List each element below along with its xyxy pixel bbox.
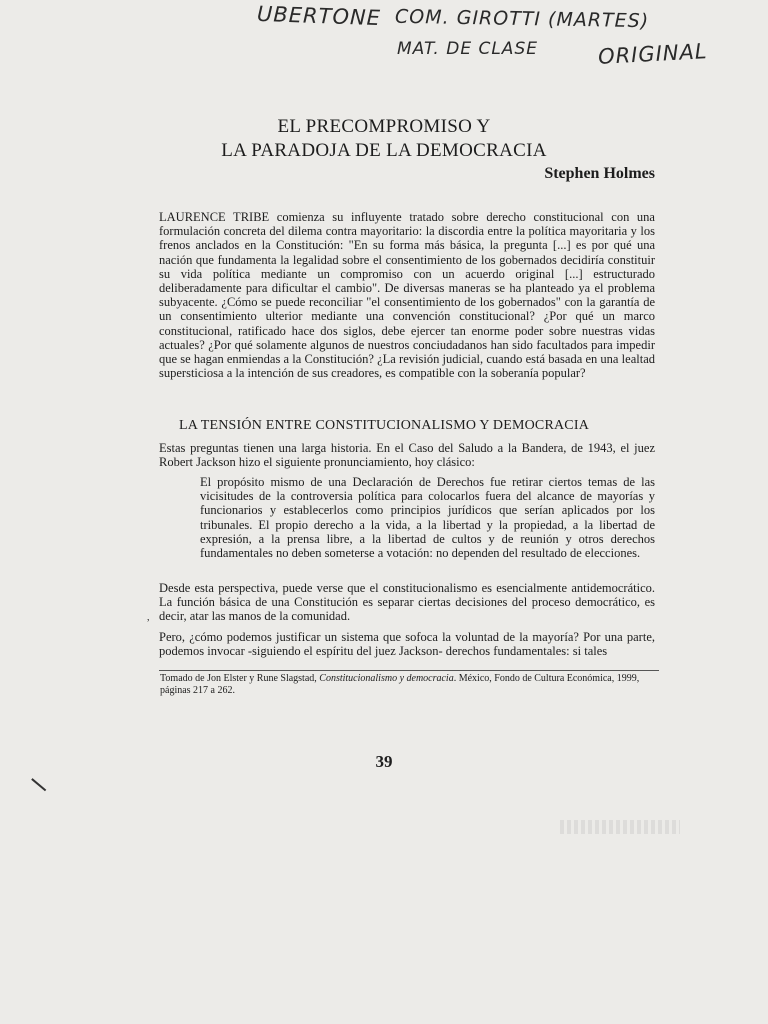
footnote-divider bbox=[159, 670, 659, 671]
paragraph-4: Pero, ¿cómo podemos justificar un sistema que sofoca la voluntad de la mayoría? Por una parte, podemos invocar -siguiendo el espíritu del juez Jackson- derechos fundamentales: si tales bbox=[159, 630, 655, 659]
handwritten-note-material: MAT. DE CLASE bbox=[397, 39, 538, 59]
footnote-prefix: Tomado de Jon Elster y Rune Slagstad, bbox=[160, 673, 320, 684]
handwritten-note-original: ORIGINAL bbox=[597, 39, 709, 69]
handwritten-note-name: UBERTONE bbox=[256, 1, 382, 31]
footnote-book-title: Constitucionalismo y democracia bbox=[319, 673, 454, 684]
intro-paragraph: LAURENCE TRIBE comienza su influyente tratado sobre derecho constitucional con una formulación concreta del dilema contra mayoritario: la discordia entre la política mayoritaria y los frenos anclados en la Constitución: "En su forma más básica, la pregunta [...] es por qué una nación que fundamenta la legalidad sobre el consentimiento de los gobernados decidiría constituir su vida política mediante un compromiso con un acuerdo original [...] estructurado deliberadamente para dificultar el cambio". De diversas maneras se ha planteado ya el problema subyacente. ¿Cómo se puede reconciliar "el consentimiento de los gobernados" con la garantía de un consentimiento ulterior mediante una convención constitucional? ¿Por qué un marco constitucional, ratificado hace dos siglos, debe ejercer tan enorme poder sobre nuestras vidas actuales? ¿Por qué solamente algunos de nuestros conciudadanos han sido facultados para impedir que se hagan enmiendas a la Constitución? ¿La revisión judicial, cuando está basada en una lealtad supersticiosa a la intención de sus creadores, es compatible con la soberanía popular? bbox=[159, 210, 655, 381]
margin-mark: , bbox=[147, 612, 150, 623]
stray-pen-mark bbox=[32, 778, 47, 791]
bleed-through-text bbox=[560, 820, 680, 834]
page-number: 39 bbox=[375, 752, 393, 771]
section-heading: LA TENSIÓN ENTRE CONSTITUCIONALISMO Y DEMOCRACIA bbox=[178, 418, 590, 433]
title-line-2: LA PARADOJA DE LA DEMOCRACIA bbox=[221, 140, 547, 161]
author-name: Stephen Holmes bbox=[544, 165, 655, 182]
footnote-suffix: . México, Fondo de Cultura Económica, 1999, páginas 217 a 262. bbox=[160, 673, 640, 696]
handwritten-note-course: COM. GIROTTI (MARTES) bbox=[394, 5, 650, 33]
block-quote: El propósito mismo de una Declaración de Derechos fue retirar ciertos temas de las vicisitudes de la controversia política para colocarlos fuera del alcance de mayorías y funcionarios y establecerlos como principios jurídicos que serían aplicados por los tribunales. El propio derecho a la vida, a la libertad y la propiedad, a la libertad de expresión, a la prensa libre, a la libertad de cultos y de reunión y otros derechos fundamentales no deben someterse a votación: no dependen del resultado de elecciones. bbox=[200, 475, 655, 561]
footnote bbox=[160, 673, 646, 697]
paragraph-3: Desde esta perspectiva, puede verse que el constitucionalismo es esencialmente antidemocrático. La función básica de una Constitución es separar ciertas decisiones del proceso democrático, es decir, atar las manos de la comunidad. bbox=[159, 581, 655, 624]
paragraph-2: Estas preguntas tienen una larga historia. En el Caso del Saludo a la Bandera, de 1943, el juez Robert Jackson hizo el siguiente pronunciamiento, hoy clásico: bbox=[159, 441, 655, 470]
title-line-1: EL PRECOMPROMISO Y bbox=[277, 116, 491, 137]
